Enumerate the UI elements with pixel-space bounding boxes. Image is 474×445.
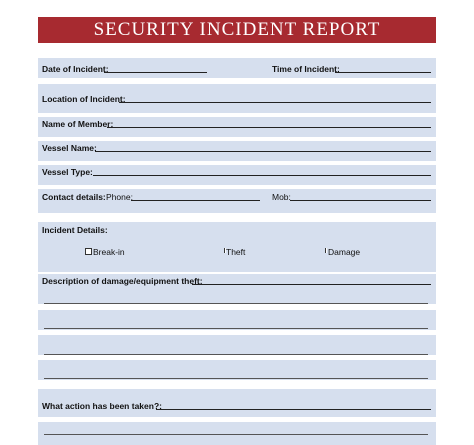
report-title: SECURITY INCIDENT REPORT <box>38 17 436 43</box>
description-label: Description of damage/equipment theft: <box>42 276 203 286</box>
incident-details-label: Incident Details: <box>42 225 108 235</box>
phone-label: Phone: <box>106 192 133 202</box>
action-taken-label: What action has been taken?: <box>42 401 162 411</box>
location-of-incident-field[interactable] <box>119 102 431 103</box>
row-band-description-4 <box>38 360 436 380</box>
break-in-checkbox[interactable] <box>85 248 92 255</box>
row-band-description-2 <box>38 310 436 330</box>
date-of-incident-label: Date of Incident: <box>42 64 109 74</box>
incident-form <box>38 58 436 445</box>
vessel-name-label: Vessel Name: <box>42 143 97 153</box>
contact-details-label: Contact details: <box>42 192 106 202</box>
date-of-incident-field[interactable] <box>104 72 207 73</box>
phone-field[interactable] <box>131 200 260 201</box>
action-line-2[interactable] <box>44 434 428 435</box>
break-in-option: Break-in <box>93 247 125 257</box>
vessel-name-field[interactable] <box>95 151 431 152</box>
description-line-2[interactable] <box>44 303 428 304</box>
time-of-incident-label: Time of Incident: <box>272 64 340 74</box>
name-of-member-label: Name of Member: <box>42 119 114 129</box>
damage-option: Damage <box>328 247 361 257</box>
description-line-4[interactable] <box>44 354 428 355</box>
damage-checkbox[interactable] <box>325 248 327 253</box>
time-of-incident-field[interactable] <box>335 72 431 73</box>
name-of-member-field[interactable] <box>107 127 431 128</box>
mob-label: Mob: <box>272 192 291 202</box>
description-line-3[interactable] <box>44 328 428 329</box>
description-line-5[interactable] <box>44 378 428 379</box>
theft-option: Theft <box>226 247 246 257</box>
mob-field[interactable] <box>290 200 431 201</box>
description-field[interactable] <box>192 284 431 285</box>
location-of-incident-label: Location of Incident: <box>42 94 126 104</box>
vessel-type-field[interactable] <box>93 175 431 176</box>
action-taken-field[interactable] <box>156 409 431 410</box>
vessel-type-label: Vessel Type: <box>42 167 93 177</box>
row-band-description-3 <box>38 335 436 355</box>
